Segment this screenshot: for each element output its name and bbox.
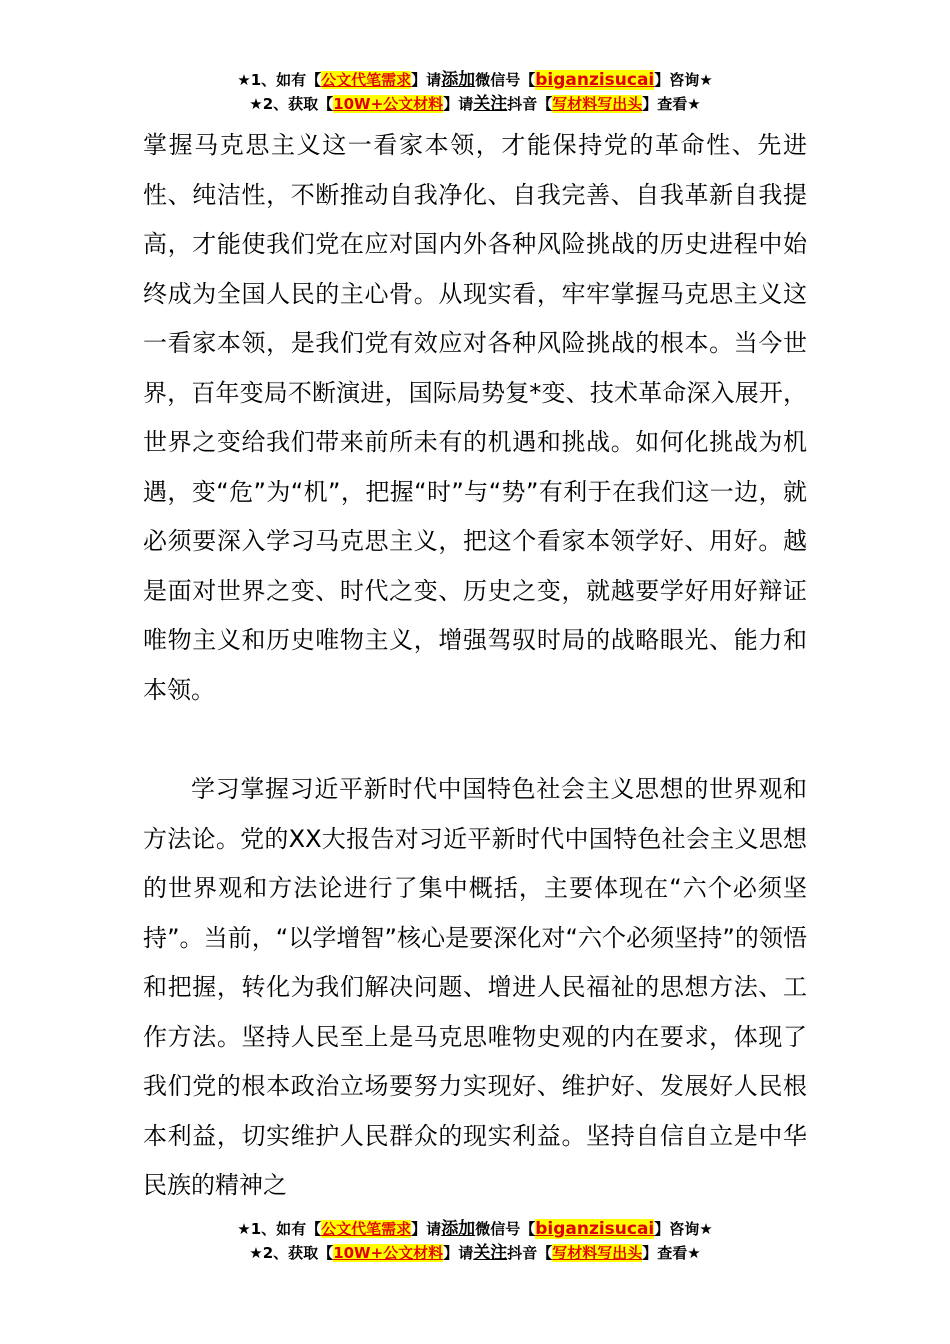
footer-banner (0, 1217, 950, 1265)
banner-underlined: 添加 (441, 70, 476, 90)
banner-highlight: 写材料写出头 (552, 1244, 643, 1262)
banner-text: ★2、获取【 (249, 1244, 334, 1262)
banner-line-1 (0, 1217, 950, 1241)
banner-text: 】请 (443, 1244, 474, 1262)
banner-text: 抖音【 (507, 95, 553, 113)
paragraph-1: 掌握马克思主义这一看家本领，才能保持党的革命性、先进性、纯洁性，不断推动自我净化、自我完善、自我革新自我提高，才能使我们党在应对国内外各种风险挑战的历史进程中始终成为全国人民的主心骨。从现实看，牢牢掌握马克思主义这一看家本领，是我们党有效应对各种风险挑战的根本。当今世界，百年变局不断演进，国际局势复*变、技术革命深入展开，世界之变给我们带来前所未有的机遇和挑战。如何化挑战为机遇，变“危”为“机”，把握“时”与“势”有利于在我们这一边，就必须要深入学习马克思主义，把这个看家本领学好、用好。越是面对世界之变、时代之变、历史之变，就越要学好用好辩证唯物主义和历史唯物主义，增强驾驭时局的战略眼光、能力和本领。 (143, 131, 807, 704)
banner-highlight: 公文代笔需求 (321, 1220, 412, 1238)
header-banner (0, 68, 950, 116)
banner-highlight: 写材料写出头 (552, 95, 643, 113)
banner-underlined: 添加 (441, 1219, 476, 1239)
banner-highlight: 10W+公文材料 (333, 1244, 444, 1262)
banner-underlined: 关注 (473, 94, 508, 114)
banner-highlight: 公文代笔需求 (321, 71, 412, 89)
banner-highlight: biganzisucai (535, 1219, 655, 1239)
banner-text: 微信号【 (475, 71, 536, 89)
document-body-continued (143, 765, 807, 1211)
banner-highlight: biganzisucai (535, 70, 655, 90)
banner-text: 】请 (443, 95, 474, 113)
banner-text: 】查看★ (642, 95, 701, 113)
banner-text: 】请 (411, 71, 442, 89)
banner-text: 微信号【 (475, 1220, 536, 1238)
banner-line-1 (0, 68, 950, 92)
banner-highlight: 10W+公文材料 (333, 95, 444, 113)
banner-line-2 (0, 92, 950, 116)
paragraph-2: 学习掌握习近平新时代中国特色社会主义思想的世界观和方法论。党的XX大报告对习近平新时代中国特色社会主义思想的世界观和方法论进行了集中概括，主要体现在“六个必须坚持”。当前，“以学增智”核心是要深化对“六个必须坚持”的领悟和把握，转化为我们解决问题、增进人民福祉的思想方法、工作方法。坚持人民至上是马克思唯物史观的内在要求，体现了我们党的根本政治立场要努力实现好、维护好、发展好人民根本利益，切实维护人民群众的现实利益。坚持自信自立是中华民族的精神之 (143, 775, 807, 1199)
banner-underlined: 关注 (473, 1243, 508, 1263)
banner-text: 抖音【 (507, 1244, 553, 1262)
banner-text: 】查看★ (642, 1244, 701, 1262)
banner-text: ★2、获取【 (249, 95, 334, 113)
banner-text: 】咨询★ (654, 71, 713, 89)
document-body (143, 121, 807, 715)
banner-text: ★1、如有【 (237, 71, 322, 89)
banner-line-2 (0, 1241, 950, 1265)
banner-text: ★1、如有【 (237, 1220, 322, 1238)
banner-text: 】咨询★ (654, 1220, 713, 1238)
banner-text: 】请 (411, 1220, 442, 1238)
